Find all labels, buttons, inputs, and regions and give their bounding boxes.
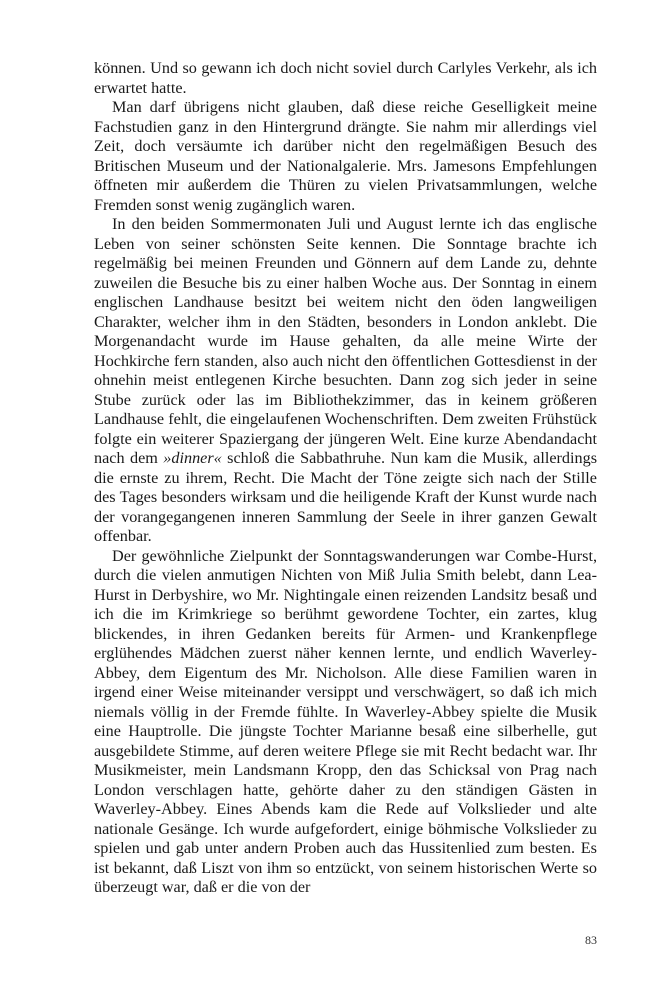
paragraph-sommermonate-text-before: In den beiden Sommermonaten Juli und August lernte ich das englische Leben von seiner schönsten Seite kennen. Die Sonntage brachte ich regelmäßig bei meinen Freunden und Gönnern auf dem Lande zu, dehnte zuweilen die Besuche bis zu einer halben Woche aus. Der Sonntag in einem englischen Landhause besitzt bei weitem nicht den öden langweiligen Charakter, welcher ihm in den Städten, besonders in London anklebt. Die Morgenandacht wurde im Hause gehalten, da alle meine Wirte der Hochkirche fern standen, also auch nicht den öffentlichen Gottesdienst in der ohnehin meist entlegenen Kirche besuchten. Dann zog sich jeder in seine Stube zurück oder las im Bibliothekzimmer, das in keinem größeren Landhause fehlt, die eingelaufenen Wochenschriften. Dem zweiten Frühstück folgte ein weiterer Spaziergang der jüngeren Welt. Eine kurze Abendandacht nach dem (94, 215, 597, 467)
paragraph-sommermonate-text-after: schloß die Sabbathruhe. Nun kam die Musik, allerdings die ernste zu ihrem, Recht. Die Macht der Töne zeigte sich nach der Stille des Tages besonders wirksam und die heiligende Kraft der Kunst wurde nach der vorangegangenen inneren Sammlung der Seele in ihrer ganzen Gewalt offenbar. (94, 449, 597, 545)
dinner-emphasis: »dinner« (163, 449, 222, 467)
paragraph-sommermonate (94, 215, 597, 547)
page-body (94, 59, 597, 898)
paragraph-fachstudien: Man darf übrigens nicht glauben, daß diese reiche Geselligkeit meine Fachstudien ganz in den Hintergrund drängte. Sie nahm mir allerdings viel Zeit, doch versäumte ich darüber nicht den regelmäßigen Besuch des Britischen Museum und der Nationalgalerie. Mrs. Jamesons Empfehlungen öffneten mir außerdem die Thüren zu vielen Privatsammlungen, welche Fremden sonst wenig zugänglich waren. (94, 98, 597, 214)
paragraph-sonntagswanderungen: Der gewöhnliche Zielpunkt der Sonntagswanderungen war Combe-Hurst, durch die vielen anmutigen Nichten von Miß Julia Smith belebt, dann Lea-Hurst in Derbyshire, wo Mr. Nightingale einen reizenden Landsitz besaß und ich die im Krimkriege so berühmt gewordene Tochter, ein zartes, klug blickendes, in ihren Gedanken bereits für Armen- und Krankenpflege erglühendes Mädchen zuerst näher kennen lernte, und endlich Waverley-Abbey, dem Eigentum des Mr. Nicholson. Alle diese Familien waren in irgend einer Weise miteinander versippt und verschwägert, so daß ich mich niemals völlig in der Fremde fühlte. In Waverley-Abbey spielte die Musik eine Hauptrolle. Die jüngste Tochter Marianne besaß eine silberhelle, gut ausgebildete Stimme, auf deren weitere Pflege sie mit Recht bedacht war. Ihr Musikmeister, mein Landsmann Kropp, den das Schicksal von Prag nach London verschlagen hatte, gehörte daher zu den ständigen Gästen in Waverley-Abbey. Eines Abends kam die Rede auf Volkslieder und alte nationale Gesänge. Ich wurde aufgefordert, einige böhmische Volkslieder zu spielen und gab unter andern Proben auch das Hussitenlied zum besten. Es ist bekannt, daß Liszt von ihm so entzückt, von seinem historischen Werte so überzeugt war, daß er die von der (94, 546, 597, 896)
paragraph-continuation: können. Und so gewann ich doch nicht soviel durch Carlyles Verkehr, als ich erwartet hatte. (94, 59, 597, 97)
page-number: 83 (585, 933, 597, 947)
